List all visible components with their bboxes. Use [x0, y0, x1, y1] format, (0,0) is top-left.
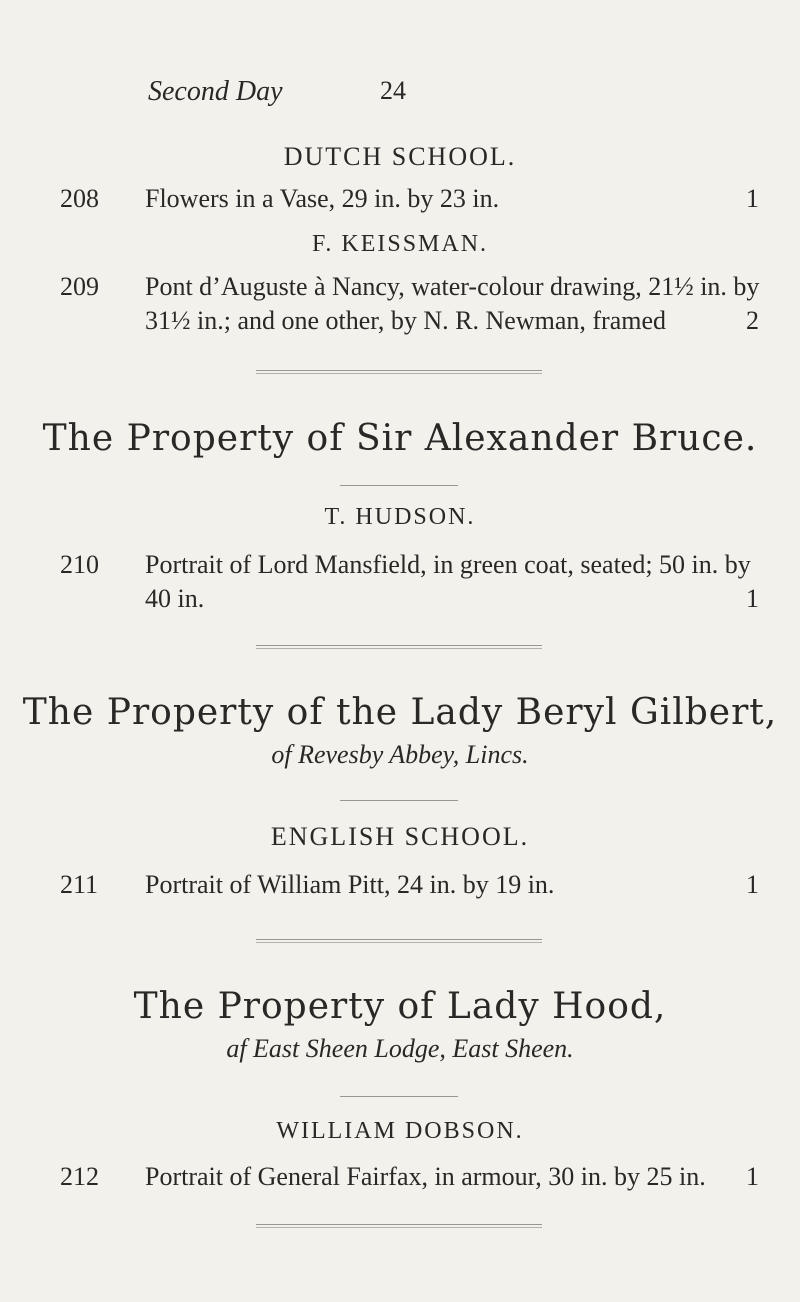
short-divider — [340, 1096, 458, 1097]
divider — [256, 370, 542, 374]
lot-quantity: 1 — [746, 584, 759, 613]
property-subheading: af East Sheen Lodge, East Sheen. — [226, 1034, 574, 1063]
lot-number: 208 — [60, 184, 99, 213]
lot-description-line1: Pont d’Auguste à Nancy, water-colour drawing, 21½ in. by — [145, 272, 760, 301]
page-section-title: Second Day — [148, 76, 283, 107]
lot-description: Portrait of William Pitt, 24 in. by 19 in. — [145, 870, 555, 899]
artist-heading: T. HUDSON. — [324, 504, 476, 530]
divider — [256, 645, 542, 649]
divider — [256, 939, 542, 943]
lot-quantity: 1 — [746, 870, 759, 899]
lot-quantity: 2 — [746, 306, 759, 335]
lot-description-line2: 40 in. — [145, 584, 205, 613]
short-divider — [340, 800, 458, 801]
artist-heading: WILLIAM DOBSON. — [276, 1118, 524, 1144]
school-heading: ENGLISH SCHOOL. — [270, 822, 530, 851]
lot-quantity: 1 — [746, 1162, 759, 1191]
lot-description-line1: Portrait of Lord Mansfield, in green coat, seated; 50 in. by — [145, 550, 751, 579]
lot-number: 210 — [60, 550, 99, 579]
lot-number: 209 — [60, 272, 99, 301]
lot-quantity: 1 — [746, 184, 759, 213]
lot-description: Portrait of General Fairfax, in armour, 30 in. by 25 in. — [145, 1162, 706, 1191]
short-divider — [340, 485, 458, 486]
page-number: 24 — [380, 76, 406, 105]
lot-description: Flowers in a Vase, 29 in. by 23 in. — [145, 184, 500, 213]
school-heading: DUTCH SCHOOL. — [283, 142, 517, 171]
lot-number: 212 — [60, 1162, 99, 1191]
property-heading: The Property of the Lady Beryl Gilbert, — [22, 692, 778, 733]
property-heading: The Property of Sir Alexander Bruce. — [42, 418, 758, 459]
property-subheading: of Revesby Abbey, Lincs. — [271, 740, 529, 769]
artist-heading: F. KEISSMAN. — [311, 231, 489, 257]
divider — [256, 1224, 542, 1228]
property-heading: The Property of Lady Hood, — [133, 986, 667, 1027]
lot-description-line2: 31½ in.; and one other, by N. R. Newman, framed — [145, 306, 667, 335]
lot-number: 211 — [60, 870, 99, 899]
